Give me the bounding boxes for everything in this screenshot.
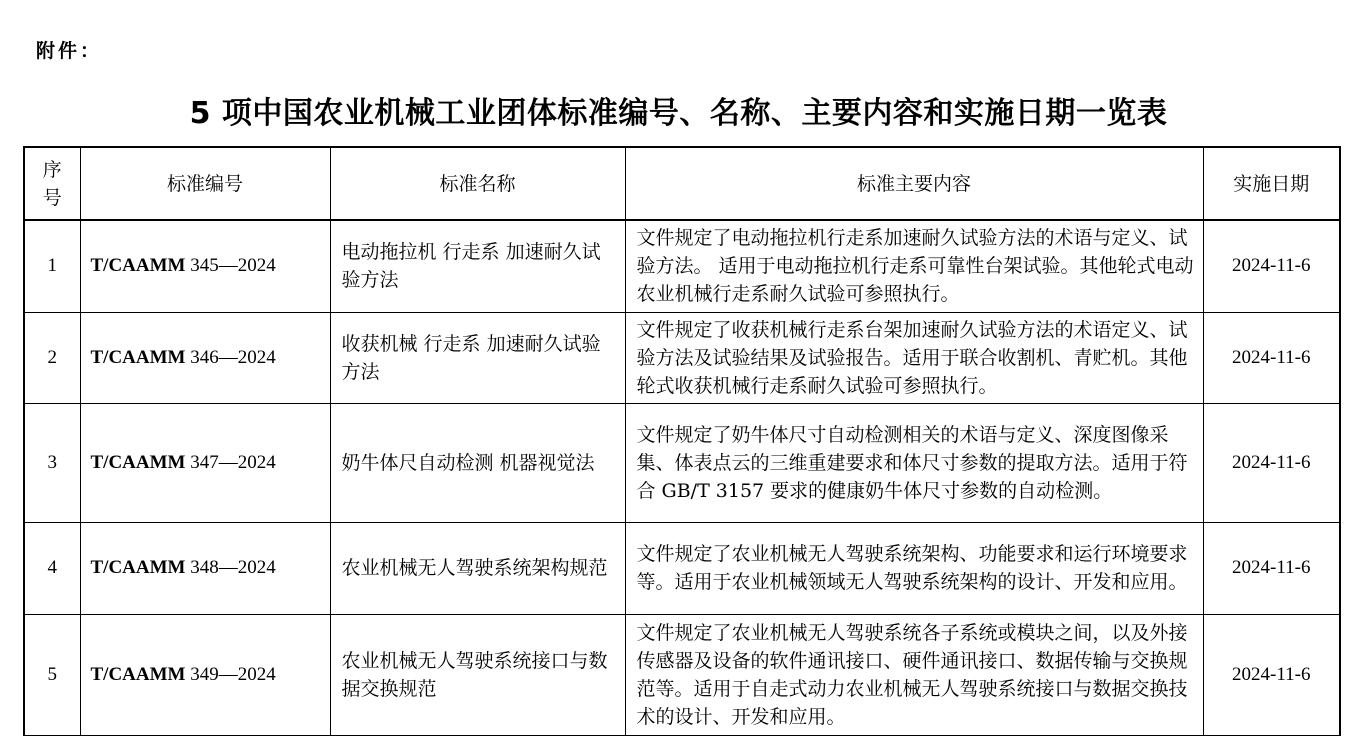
row-index: 4 <box>24 522 80 614</box>
code-number: 347—2024 <box>185 451 276 473</box>
row-name: 电动拖拉机 行走系 加速耐久试验方法 <box>330 220 625 312</box>
table-row <box>24 403 1340 522</box>
row-name: 收获机械 行走系 加速耐久试验方法 <box>330 312 625 403</box>
row-name: 奶牛体尺自动检测 机器视觉法 <box>330 403 625 522</box>
table-row <box>24 312 1340 403</box>
code-prefix: T/CAAMM <box>90 663 186 685</box>
header-name: 标准名称 <box>330 147 625 220</box>
row-index: 3 <box>24 403 80 522</box>
row-index: 5 <box>24 614 80 735</box>
page-title: 5 项中国农业机械工业团体标准编号、名称、主要内容和实施日期一览表 <box>189 96 1168 131</box>
row-date: 2024-11-6 <box>1203 522 1340 614</box>
header-content: 标准主要内容 <box>625 147 1203 220</box>
row-code <box>80 403 330 522</box>
standards-table <box>23 146 1341 736</box>
code-number: 346—2024 <box>185 346 276 368</box>
code-prefix: T/CAAMM <box>90 451 186 473</box>
row-index: 1 <box>24 220 80 312</box>
row-index: 2 <box>24 312 80 403</box>
row-content: 文件规定了电动拖拉机行走系加速耐久试验方法的术语与定义、试验方法。 适用于电动拖拉机行走系可靠性台架试验。其他轮式电动农业机械行走系耐久试验可参照执行。 <box>625 220 1203 312</box>
header-code: 标准编号 <box>80 147 330 220</box>
row-content: 文件规定了收获机械行走系台架加速耐久试验方法的术语定义、试验方法及试验结果及试验报告。适用于联合收割机、青贮机。其他轮式收获机械行走系耐久试验可参照执行。 <box>625 312 1203 403</box>
row-name: 农业机械无人驾驶系统架构规范 <box>330 522 625 614</box>
row-code <box>80 220 330 312</box>
attachment-label: 附件： <box>36 40 103 62</box>
row-date: 2024-11-6 <box>1203 312 1340 403</box>
row-date: 2024-11-6 <box>1203 614 1340 735</box>
table-header-row <box>24 147 1340 220</box>
code-number: 349—2024 <box>185 663 276 685</box>
header-date: 实施日期 <box>1203 147 1340 220</box>
table-row <box>24 220 1340 312</box>
table-row <box>24 522 1340 614</box>
code-prefix: T/CAAMM <box>90 557 186 578</box>
row-code <box>80 614 330 735</box>
code-number: 348—2024 <box>185 557 276 578</box>
row-date: 2024-11-6 <box>1203 220 1340 312</box>
row-content: 文件规定了农业机械无人驾驶系统架构、功能要求和运行环境要求等。适用于农业机械领域无人驾驶系统架构的设计、开发和应用。 <box>625 522 1203 614</box>
header-index-line2: 号 <box>42 186 62 209</box>
table-row <box>24 614 1340 735</box>
header-index <box>24 147 80 220</box>
code-prefix: T/CAAMM <box>90 346 186 368</box>
row-content: 文件规定了农业机械无人驾驶系统各子系统或模块之间，以及外接传感器及设备的软件通讯接口、硬件通讯接口、数据传输与交换规范等。适用于自走式动力农业机械无人驾驶系统接口与数据交换技术的设计、开发和应用。 <box>625 614 1203 735</box>
row-date: 2024-11-6 <box>1203 403 1340 522</box>
code-number: 345—2024 <box>185 255 276 277</box>
header-index-line1: 序 <box>42 158 62 181</box>
row-code <box>80 522 330 614</box>
code-prefix: T/CAAMM <box>90 255 186 277</box>
row-code <box>80 312 330 403</box>
row-name: 农业机械无人驾驶系统接口与数据交换规范 <box>330 614 625 735</box>
row-content: 文件规定了奶牛体尺寸自动检测相关的术语与定义、深度图像采集、体表点云的三维重建要求和体尺寸参数的提取方法。适用于符合 GB/T 3157 要求的健康奶牛体尺寸参数的自动检测。 <box>625 403 1203 522</box>
